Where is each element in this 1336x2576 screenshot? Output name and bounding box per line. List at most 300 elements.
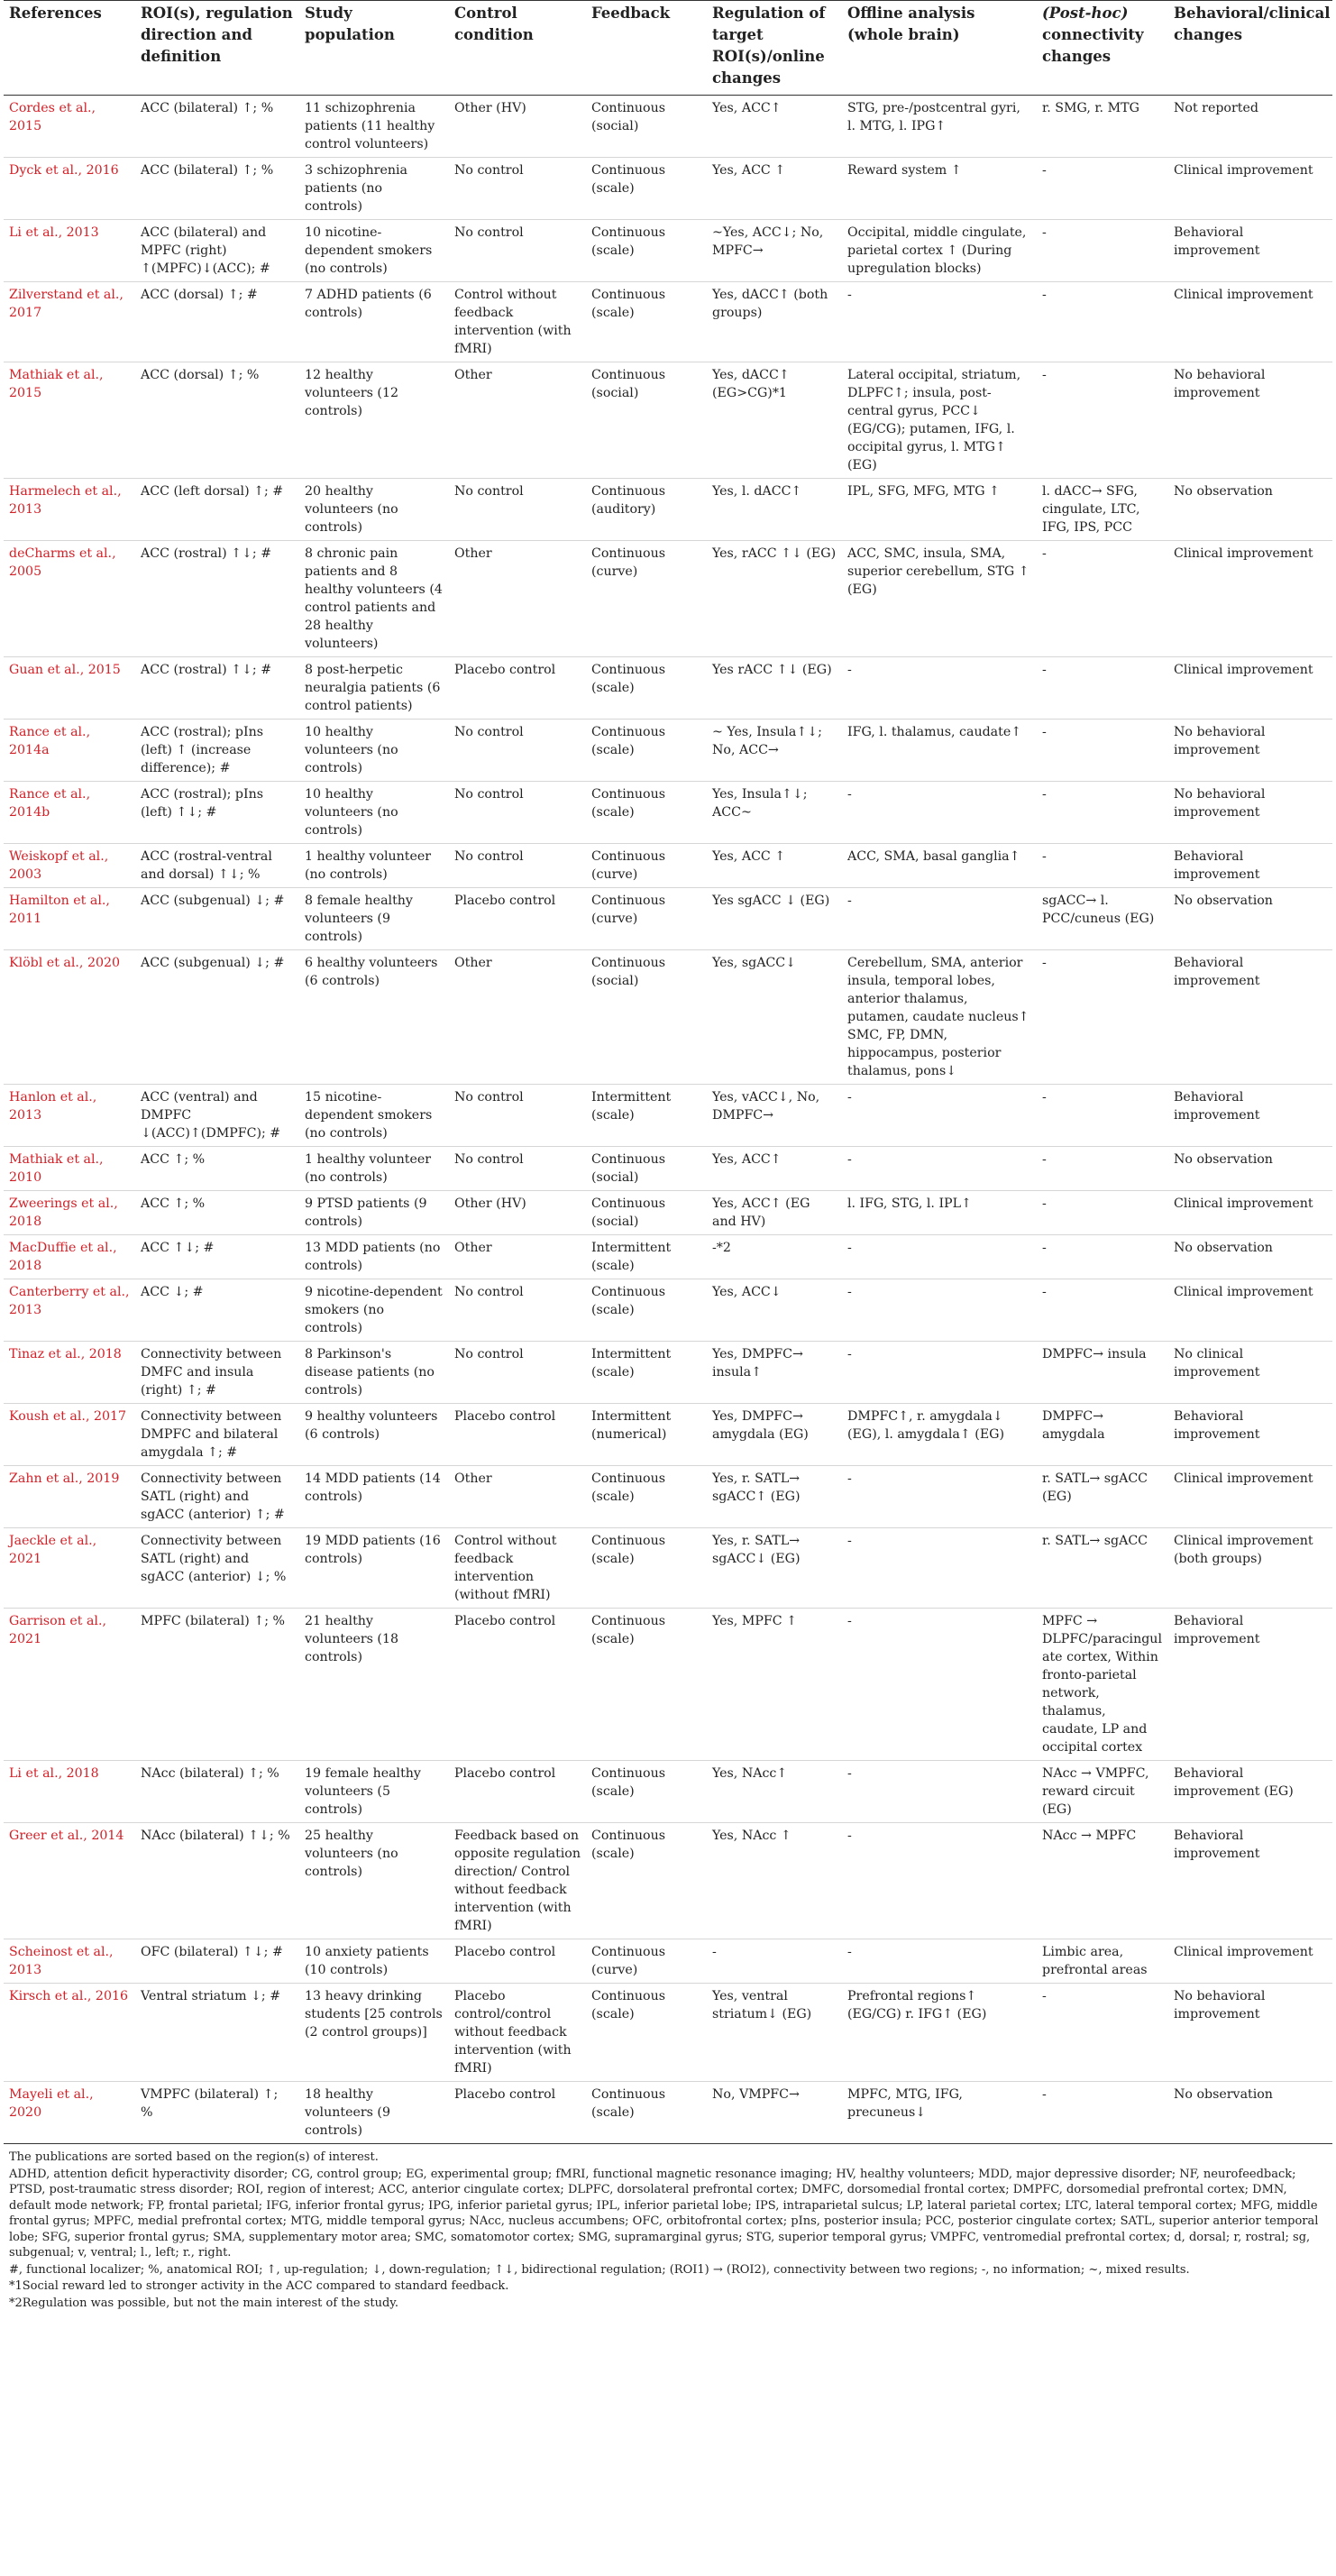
reference-link[interactable]: Guan et al., 2015 — [4, 657, 135, 720]
table-row — [4, 96, 1332, 158]
reference-link[interactable]: Mayeli et al., 2020 — [4, 2082, 135, 2144]
regulation-cell: Yes, ACC↑ (EG and HV) — [707, 1191, 842, 1235]
behavioral-cell: No behavioral improvement — [1168, 720, 1332, 782]
regulation-cell: Yes, rACC ↑↓ (EG) — [707, 541, 842, 657]
table-row — [4, 782, 1332, 844]
control-cell: No control — [449, 1279, 586, 1342]
control-cell: No control — [449, 1342, 586, 1404]
connectivity-cell: - — [1037, 1279, 1168, 1342]
connectivity-cell: sgACC→ l. PCC/cuneus (EG) — [1037, 888, 1168, 950]
roi-cell: ACC (rostral) ↑↓; # — [135, 657, 299, 720]
population-cell: 8 chronic pain patients and 8 healthy volunteers (4 control patients and 28 healthy volunteers) — [299, 541, 449, 657]
table-row — [4, 720, 1332, 782]
connectivity-cell: - — [1037, 1147, 1168, 1191]
table-row — [4, 479, 1332, 541]
feedback-cell: Continuous (social) — [586, 950, 707, 1085]
regulation-cell: Yes, Insula↑↓; ACC~ — [707, 782, 842, 844]
connectivity-cell: Limbic area, prefrontal areas — [1037, 1939, 1168, 1984]
offline-cell: Reward system ↑ — [842, 158, 1037, 220]
feedback-cell: Continuous (social) — [586, 1191, 707, 1235]
connectivity-cell: - — [1037, 282, 1168, 362]
offline-cell: IPL, SFG, MFG, MTG ↑ — [842, 479, 1037, 541]
header-offline-analysis: Offline analysis (whole brain) — [842, 1, 1037, 96]
offline-cell: - — [842, 1761, 1037, 1823]
offline-cell: - — [842, 1085, 1037, 1147]
offline-cell: - — [842, 1279, 1037, 1342]
regulation-cell: Yes, ACC ↑ — [707, 844, 842, 888]
connectivity-cell: - — [1037, 541, 1168, 657]
table-row — [4, 1984, 1332, 2082]
control-cell: Other (HV) — [449, 1191, 586, 1235]
behavioral-cell: Behavioral improvement — [1168, 1823, 1332, 1939]
roi-cell: VMPFC (bilateral) ↑; % — [135, 2082, 299, 2144]
control-cell: No control — [449, 158, 586, 220]
table-row — [4, 950, 1332, 1085]
behavioral-cell: No observation — [1168, 1147, 1332, 1191]
offline-cell: ACC, SMC, insula, SMA, superior cerebellum, STG ↑ (EG) — [842, 541, 1037, 657]
behavioral-cell: Clinical improvement (both groups) — [1168, 1528, 1332, 1609]
population-cell: 10 healthy volunteers (no controls) — [299, 720, 449, 782]
header-behavioral: Behavioral/clinical changes — [1168, 1, 1332, 96]
population-cell: 14 MDD patients (14 controls) — [299, 1466, 449, 1528]
control-cell: No control — [449, 720, 586, 782]
control-cell: Other — [449, 950, 586, 1085]
regulation-cell: Yes sgACC ↓ (EG) — [707, 888, 842, 950]
regulation-cell: ~ Yes, Insula↑↓; No, ACC→ — [707, 720, 842, 782]
population-cell: 21 healthy volunteers (18 controls) — [299, 1609, 449, 1761]
population-cell: 10 anxiety patients (10 controls) — [299, 1939, 449, 1984]
control-cell: No control — [449, 844, 586, 888]
connectivity-cell: - — [1037, 1984, 1168, 2082]
connectivity-cell: - — [1037, 1235, 1168, 1279]
feedback-cell: Continuous (curve) — [586, 1939, 707, 1984]
feedback-cell: Continuous (curve) — [586, 844, 707, 888]
roi-cell: ACC (bilateral) and MPFC (right) ↑(MPFC)↓(ACC); # — [135, 220, 299, 282]
reference-link[interactable]: Hanlon et al., 2013 — [4, 1085, 135, 1147]
roi-cell: MPFC (bilateral) ↑; % — [135, 1609, 299, 1761]
behavioral-cell: Clinical improvement — [1168, 1466, 1332, 1528]
reference-link[interactable]: Greer et al., 2014 — [4, 1823, 135, 1939]
reference-link[interactable]: deCharms et al., 2005 — [4, 541, 135, 657]
control-cell: No control — [449, 220, 586, 282]
offline-cell: STG, pre-/postcentral gyri, l. MTG, l. IPG↑ — [842, 96, 1037, 158]
offline-cell: - — [842, 282, 1037, 362]
connectivity-cell: - — [1037, 657, 1168, 720]
note-sorted: The publications are sorted based on the region(s) of interest. — [9, 2150, 379, 2164]
roi-cell: Ventral striatum ↓; # — [135, 1984, 299, 2082]
reference-link[interactable]: Zilverstand et al., 2017 — [4, 282, 135, 362]
roi-cell: ACC (rostral-ventral and dorsal) ↑↓; % — [135, 844, 299, 888]
control-cell: Placebo control/control without feedback intervention (with fMRI) — [449, 1984, 586, 2082]
roi-cell: ACC ↑; % — [135, 1191, 299, 1235]
behavioral-cell: No clinical improvement — [1168, 1342, 1332, 1404]
offline-cell: Cerebellum, SMA, anterior insula, temporal lobes, anterior thalamus, putamen, caudate nucleus↑ SMC, FP, DMN, hippocampus, posterior thalamus, pons↓ — [842, 950, 1037, 1085]
control-cell: No control — [449, 782, 586, 844]
offline-cell: ACC, SMA, basal ganglia↑ — [842, 844, 1037, 888]
behavioral-cell: No behavioral improvement — [1168, 1984, 1332, 2082]
offline-cell: - — [842, 782, 1037, 844]
roi-cell: NAcc (bilateral) ↑↓; % — [135, 1823, 299, 1939]
offline-cell: DMPFC↑, r. amygdala↓ (EG), l. amygdala↑ (EG) — [842, 1404, 1037, 1466]
note-footnote-2: *2Regulation was possible, but not the main interest of the study. — [9, 2296, 399, 2310]
feedback-cell: Continuous (scale) — [586, 1279, 707, 1342]
behavioral-cell: No observation — [1168, 2082, 1332, 2144]
population-cell: 13 MDD patients (no controls) — [299, 1235, 449, 1279]
population-cell: 3 schizophrenia patients (no controls) — [299, 158, 449, 220]
population-cell: 20 healthy volunteers (no controls) — [299, 479, 449, 541]
regulation-cell: Yes, dACC↑ (EG>CG)*1 — [707, 362, 842, 479]
feedback-cell: Continuous (auditory) — [586, 479, 707, 541]
table-row — [4, 1235, 1332, 1279]
population-cell: 9 healthy volunteers (6 controls) — [299, 1404, 449, 1466]
table-row — [4, 1147, 1332, 1191]
population-cell: 6 healthy volunteers (6 controls) — [299, 950, 449, 1085]
behavioral-cell: No behavioral improvement — [1168, 362, 1332, 479]
population-cell: 7 ADHD patients (6 controls) — [299, 282, 449, 362]
behavioral-cell: Clinical improvement — [1168, 657, 1332, 720]
control-cell: No control — [449, 1085, 586, 1147]
table-row — [4, 1404, 1332, 1466]
behavioral-cell: Behavioral improvement — [1168, 1085, 1332, 1147]
offline-cell: - — [842, 1342, 1037, 1404]
reference-link[interactable]: Weiskopf et al., 2003 — [4, 844, 135, 888]
connectivity-cell: NAcc → VMPFC, reward circuit (EG) — [1037, 1761, 1168, 1823]
behavioral-cell: No observation — [1168, 888, 1332, 950]
reference-link[interactable]: Hamilton et al., 2011 — [4, 888, 135, 950]
behavioral-cell: Clinical improvement — [1168, 1191, 1332, 1235]
connectivity-cell: NAcc → MPFC — [1037, 1823, 1168, 1939]
header-connectivity-label: connectivity changes — [1042, 26, 1144, 65]
population-cell: 8 Parkinson's disease patients (no controls) — [299, 1342, 449, 1404]
feedback-cell: Continuous (scale) — [586, 2082, 707, 2144]
table-row — [4, 1939, 1332, 1984]
note-symbols: #, functional localizer; %, anatomical ROI; ↑, up-regulation; ↓, down-regulation; ↑↓, bidirectional regulation; (ROI1) → (ROI2), connectivity between two regions; -, no information; ~, mixed results. — [9, 2262, 1190, 2277]
table-row — [4, 541, 1332, 657]
regulation-cell: Yes rACC ↑↓ (EG) — [707, 657, 842, 720]
table-row — [4, 1085, 1332, 1147]
population-cell: 19 female healthy volunteers (5 controls) — [299, 1761, 449, 1823]
regulation-cell: Yes, DMPFC→ amygdala (EG) — [707, 1404, 842, 1466]
regulation-cell: Yes, NAcc↑ — [707, 1761, 842, 1823]
reference-link[interactable]: Jaeckle et al., 2021 — [4, 1528, 135, 1609]
regulation-cell: Yes, l. dACC↑ — [707, 479, 842, 541]
reference-link[interactable]: Koush et al., 2017 — [4, 1404, 135, 1466]
roi-cell: Connectivity between DMFC and insula (right) ↑; # — [135, 1342, 299, 1404]
connectivity-cell: r. SMG, r. MTG — [1037, 96, 1168, 158]
feedback-cell: Continuous (scale) — [586, 1528, 707, 1609]
roi-cell: ACC (ventral) and DMPFC ↓(ACC)↑(DMPFC); # — [135, 1085, 299, 1147]
reference-link[interactable]: Li et al., 2018 — [4, 1761, 135, 1823]
offline-cell: - — [842, 1939, 1037, 1984]
table-notes — [4, 2144, 1332, 2311]
feedback-cell: Intermittent (numerical) — [586, 1404, 707, 1466]
population-cell: 1 healthy volunteer (no controls) — [299, 844, 449, 888]
header-connectivity-italic: (Post-hoc) — [1042, 5, 1129, 22]
regulation-cell: Yes, dACC↑ (both groups) — [707, 282, 842, 362]
table-row — [4, 1609, 1332, 1761]
connectivity-cell: - — [1037, 362, 1168, 479]
table-row — [4, 1279, 1332, 1342]
feedback-cell: Continuous (curve) — [586, 888, 707, 950]
roi-cell: ACC (dorsal) ↑; % — [135, 362, 299, 479]
header-control-condition: Control condition — [449, 1, 586, 96]
roi-cell: ACC (rostral) ↑↓; # — [135, 541, 299, 657]
table-row — [4, 1191, 1332, 1235]
population-cell: 15 nicotine-dependent smokers (no controls) — [299, 1085, 449, 1147]
offline-cell: IFG, l. thalamus, caudate↑ — [842, 720, 1037, 782]
behavioral-cell: Clinical improvement — [1168, 541, 1332, 657]
population-cell: 11 schizophrenia patients (11 healthy control volunteers) — [299, 96, 449, 158]
table-row — [4, 657, 1332, 720]
behavioral-cell: Not reported — [1168, 96, 1332, 158]
note-footnote-1: *1Social reward led to stronger activity in the ACC compared to standard feedback. — [9, 2279, 509, 2293]
control-cell: Placebo control — [449, 1609, 586, 1761]
connectivity-cell: - — [1037, 844, 1168, 888]
regulation-cell: -*2 — [707, 1235, 842, 1279]
control-cell: Other — [449, 1235, 586, 1279]
header-roi: ROI(s), regulation direction and definition — [135, 1, 299, 96]
behavioral-cell: No observation — [1168, 1235, 1332, 1279]
offline-cell: - — [842, 1147, 1037, 1191]
population-cell: 9 nicotine-dependent smokers (no controls) — [299, 1279, 449, 1342]
connectivity-cell: - — [1037, 2082, 1168, 2144]
offline-cell: - — [842, 1528, 1037, 1609]
offline-cell: l. IFG, STG, l. IPL↑ — [842, 1191, 1037, 1235]
offline-cell: Lateral occipital, striatum, DLPFC↑; insula, post-central gyrus, PCC↓ (EG/CG); putamen, IFG, l. occipital gyrus, l. MTG↑ (EG) — [842, 362, 1037, 479]
control-cell: No control — [449, 479, 586, 541]
regulation-cell: Yes, vACC↓, No, DMPFC→ — [707, 1085, 842, 1147]
feedback-cell: Continuous (scale) — [586, 720, 707, 782]
roi-cell: ACC (left dorsal) ↑; # — [135, 479, 299, 541]
regulation-cell: Yes, DMPFC→ insula↑ — [707, 1342, 842, 1404]
feedback-cell: Continuous (curve) — [586, 541, 707, 657]
roi-cell: OFC (bilateral) ↑↓; # — [135, 1939, 299, 1984]
regulation-cell: Yes, ACC↑ — [707, 96, 842, 158]
regulation-cell: Yes, ACC ↑ — [707, 158, 842, 220]
connectivity-cell: DMPFC→ amygdala — [1037, 1404, 1168, 1466]
behavioral-cell: Clinical improvement — [1168, 1939, 1332, 1984]
feedback-cell: Continuous (scale) — [586, 657, 707, 720]
population-cell: 8 female healthy volunteers (9 controls) — [299, 888, 449, 950]
header-references: References — [4, 1, 135, 96]
table-row — [4, 158, 1332, 220]
reference-link[interactable]: Zahn et al., 2019 — [4, 1466, 135, 1528]
connectivity-cell: - — [1037, 782, 1168, 844]
reference-link[interactable]: Klöbl et al., 2020 — [4, 950, 135, 1085]
reference-link[interactable]: MacDuffie et al., 2018 — [4, 1235, 135, 1279]
regulation-cell: No, VMPFC→ — [707, 2082, 842, 2144]
regulation-cell: Yes, ventral striatum↓ (EG) — [707, 1984, 842, 2082]
reference-link[interactable]: Li et al., 2013 — [4, 220, 135, 282]
regulation-cell: ~Yes, ACC↓; No, MPFC→ — [707, 220, 842, 282]
connectivity-cell: - — [1037, 220, 1168, 282]
table-row — [4, 1761, 1332, 1823]
table-row — [4, 282, 1332, 362]
offline-cell: - — [842, 657, 1037, 720]
control-cell: Feedback based on opposite regulation direction/ Control without feedback intervention (with fMRI) — [449, 1823, 586, 1939]
control-cell: Other (HV) — [449, 96, 586, 158]
table-row — [4, 220, 1332, 282]
roi-cell: Connectivity between SATL (right) and sgACC (anterior) ↑; # — [135, 1466, 299, 1528]
roi-cell: Connectivity between SATL (right) and sgACC (anterior) ↓; % — [135, 1528, 299, 1609]
behavioral-cell: Behavioral improvement — [1168, 1404, 1332, 1466]
table-row — [4, 888, 1332, 950]
roi-cell: ACC (subgenual) ↓; # — [135, 888, 299, 950]
population-cell: 18 healthy volunteers (9 controls) — [299, 2082, 449, 2144]
reference-link[interactable]: Dyck et al., 2016 — [4, 158, 135, 220]
population-cell: 10 healthy volunteers (no controls) — [299, 782, 449, 844]
table-row — [4, 1466, 1332, 1528]
reference-link[interactable]: Mathiak et al., 2015 — [4, 362, 135, 479]
control-cell: Placebo control — [449, 2082, 586, 2144]
population-cell: 9 PTSD patients (9 controls) — [299, 1191, 449, 1235]
control-cell: No control — [449, 1147, 586, 1191]
roi-cell: ACC ↑; % — [135, 1147, 299, 1191]
control-cell: Placebo control — [449, 1404, 586, 1466]
roi-cell: ACC (rostral); pIns (left) ↑ (increase difference); # — [135, 720, 299, 782]
header-regulation: Regulation of target ROI(s)/online changes — [707, 1, 842, 96]
regulation-cell: Yes, sgACC↓ — [707, 950, 842, 1085]
behavioral-cell: Behavioral improvement — [1168, 844, 1332, 888]
reference-link[interactable]: Kirsch et al., 2016 — [4, 1984, 135, 2082]
feedback-cell: Continuous (scale) — [586, 782, 707, 844]
population-cell: 19 MDD patients (16 controls) — [299, 1528, 449, 1609]
control-cell: Other — [449, 541, 586, 657]
reference-link[interactable]: Rance et al., 2014b — [4, 782, 135, 844]
table-body — [4, 96, 1332, 2144]
neurofeedback-studies-table — [4, 0, 1332, 2144]
reference-link[interactable]: Canterberry et al., 2013 — [4, 1279, 135, 1342]
population-cell: 1 healthy volunteer (no controls) — [299, 1147, 449, 1191]
reference-link[interactable]: Harmelech et al., 2013 — [4, 479, 135, 541]
behavioral-cell: Clinical improvement — [1168, 158, 1332, 220]
population-cell: 25 healthy volunteers (no controls) — [299, 1823, 449, 1939]
regulation-cell: - — [707, 1939, 842, 1984]
connectivity-cell: l. dACC→ SFG, cingulate, LTC, IFG, IPS, PCC — [1037, 479, 1168, 541]
feedback-cell: Continuous (scale) — [586, 1761, 707, 1823]
feedback-cell: Continuous (scale) — [586, 1823, 707, 1939]
connectivity-cell: DMPFC→ insula — [1037, 1342, 1168, 1404]
reference-link[interactable]: Rance et al., 2014a — [4, 720, 135, 782]
feedback-cell: Continuous (scale) — [586, 220, 707, 282]
offline-cell: MPFC, MTG, IFG, precuneus↓ — [842, 2082, 1037, 2144]
offline-cell: Occipital, middle cingulate, parietal cortex ↑ (During upregulation blocks) — [842, 220, 1037, 282]
roi-cell: ACC (subgenual) ↓; # — [135, 950, 299, 1085]
regulation-cell: Yes, ACC↓ — [707, 1279, 842, 1342]
reference-link[interactable]: Zweerings et al., 2018 — [4, 1191, 135, 1235]
offline-cell: - — [842, 888, 1037, 950]
roi-cell: NAcc (bilateral) ↑; % — [135, 1761, 299, 1823]
offline-cell: - — [842, 1609, 1037, 1761]
table-header-row — [4, 1, 1332, 96]
feedback-cell: Continuous (scale) — [586, 1609, 707, 1761]
offline-cell: Prefrontal regions↑ (EG/CG) r. IFG↑ (EG) — [842, 1984, 1037, 2082]
connectivity-cell: r. SATL→ sgACC — [1037, 1528, 1168, 1609]
population-cell: 10 nicotine-dependent smokers (no controls) — [299, 220, 449, 282]
feedback-cell: Continuous (scale) — [586, 158, 707, 220]
header-connectivity — [1037, 1, 1168, 96]
header-feedback: Feedback — [586, 1, 707, 96]
population-cell: 8 post-herpetic neuralgia patients (6 control patients) — [299, 657, 449, 720]
feedback-cell: Intermittent (scale) — [586, 1342, 707, 1404]
table-row — [4, 2082, 1332, 2144]
feedback-cell: Intermittent (scale) — [586, 1085, 707, 1147]
control-cell: Placebo control — [449, 1939, 586, 1984]
table-row — [4, 362, 1332, 479]
behavioral-cell: Behavioral improvement — [1168, 950, 1332, 1085]
roi-cell: ACC (rostral); pIns (left) ↑↓; # — [135, 782, 299, 844]
control-cell: Placebo control — [449, 888, 586, 950]
regulation-cell: Yes, MPFC ↑ — [707, 1609, 842, 1761]
feedback-cell: Continuous (scale) — [586, 1984, 707, 2082]
connectivity-cell: - — [1037, 158, 1168, 220]
behavioral-cell: Clinical improvement — [1168, 282, 1332, 362]
behavioral-cell: Behavioral improvement (EG) — [1168, 1761, 1332, 1823]
control-cell: Placebo control — [449, 657, 586, 720]
control-cell: Control without feedback intervention (with fMRI) — [449, 282, 586, 362]
connectivity-cell: - — [1037, 1191, 1168, 1235]
reference-link[interactable]: Scheinost et al., 2013 — [4, 1939, 135, 1984]
control-cell: Placebo control — [449, 1761, 586, 1823]
population-cell: 12 healthy volunteers (12 controls) — [299, 362, 449, 479]
reference-link[interactable]: Tinaz et al., 2018 — [4, 1342, 135, 1404]
control-cell: Other — [449, 362, 586, 479]
feedback-cell: Continuous (social) — [586, 362, 707, 479]
regulation-cell: Yes, r. SATL→ sgACC↓ (EG) — [707, 1528, 842, 1609]
roi-cell: ACC (bilateral) ↑; % — [135, 158, 299, 220]
behavioral-cell: No observation — [1168, 479, 1332, 541]
connectivity-cell: - — [1037, 720, 1168, 782]
roi-cell: ACC ↑↓; # — [135, 1235, 299, 1279]
table-row — [4, 844, 1332, 888]
offline-cell: - — [842, 1823, 1037, 1939]
behavioral-cell: No behavioral improvement — [1168, 782, 1332, 844]
feedback-cell: Continuous (social) — [586, 1147, 707, 1191]
header-study-population: Study population — [299, 1, 449, 96]
regulation-cell: Yes, ACC↑ — [707, 1147, 842, 1191]
feedback-cell: Continuous (scale) — [586, 1466, 707, 1528]
connectivity-cell: MPFC → DLPFC/paracingulate cortex, Within fronto-parietal network, thalamus, caudate, LP and occipital cortex — [1037, 1609, 1168, 1761]
reference-link[interactable]: Cordes et al., 2015 — [4, 96, 135, 158]
regulation-cell: Yes, r. SATL→ sgACC↑ (EG) — [707, 1466, 842, 1528]
control-cell: Control without feedback intervention (without fMRI) — [449, 1528, 586, 1609]
feedback-cell: Continuous (scale) — [586, 282, 707, 362]
control-cell: Other — [449, 1466, 586, 1528]
reference-link[interactable]: Garrison et al., 2021 — [4, 1609, 135, 1761]
connectivity-cell: r. SATL→ sgACC (EG) — [1037, 1466, 1168, 1528]
roi-cell: ACC ↓; # — [135, 1279, 299, 1342]
table-row — [4, 1342, 1332, 1404]
table-row — [4, 1823, 1332, 1939]
offline-cell: - — [842, 1235, 1037, 1279]
roi-cell: ACC (bilateral) ↑; % — [135, 96, 299, 158]
regulation-cell: Yes, NAcc ↑ — [707, 1823, 842, 1939]
roi-cell: ACC (dorsal) ↑; # — [135, 282, 299, 362]
behavioral-cell: Clinical improvement — [1168, 1279, 1332, 1342]
behavioral-cell: Behavioral improvement — [1168, 1609, 1332, 1761]
feedback-cell: Continuous (social) — [586, 96, 707, 158]
note-abbreviations: ADHD, attention deficit hyperactivity disorder; CG, control group; EG, experimental group; fMRI, functional magnetic resonance imaging; HV, healthy volunteers; MDD, major depressive disorder; NF, neurofeedback; PTSD, post-traumatic stress disorder; ROI, region of interest; ACC, anterior cingulate cortex; DLPFC, dorsolateral prefrontal cortex; DMFC, dorsomedial frontal cortex; DMPFC, dorsomedial prefrontal cortex; DMN, default mode network; FP, frontal parietal; IFG, inferior frontal gyrus; IPG, inferior parietal gyrus; IPL, inferior parietal lobe; IPS, intraparietal sulcus; LP, lateral parietal cortex; LTC, lateral temporal cortex; MFG, middle frontal gyrus; MPFC, medial prefrontal cortex; MTG, middle temporal gyrus; NAcc, nucleus accumbens; OFC, orbitofrontal cortex; pIns, posterior insula; PCC, posterior cingulate cortex; SATL, superior anterior temporal lobe; SFG, superior frontal gyrus; SMA, supplementary motor area; SMC, somatomotor cortex; SMG, supramarginal gyrus; STG, superior temporal gyrus; VMPFC, ventromedial prefrontal cortex; d, dorsal; r, rostral; sg, subgenual; v, ventral; l., left; r., right. — [9, 2167, 1319, 2260]
connectivity-cell: - — [1037, 1085, 1168, 1147]
population-cell: 13 heavy drinking students [25 controls (2 control groups)] — [299, 1984, 449, 2082]
connectivity-cell: - — [1037, 950, 1168, 1085]
reference-link[interactable]: Mathiak et al., 2010 — [4, 1147, 135, 1191]
behavioral-cell: Behavioral improvement — [1168, 220, 1332, 282]
offline-cell: - — [842, 1466, 1037, 1528]
roi-cell: Connectivity between DMPFC and bilateral amygdala ↑; # — [135, 1404, 299, 1466]
feedback-cell: Intermittent (scale) — [586, 1235, 707, 1279]
table-row — [4, 1528, 1332, 1609]
